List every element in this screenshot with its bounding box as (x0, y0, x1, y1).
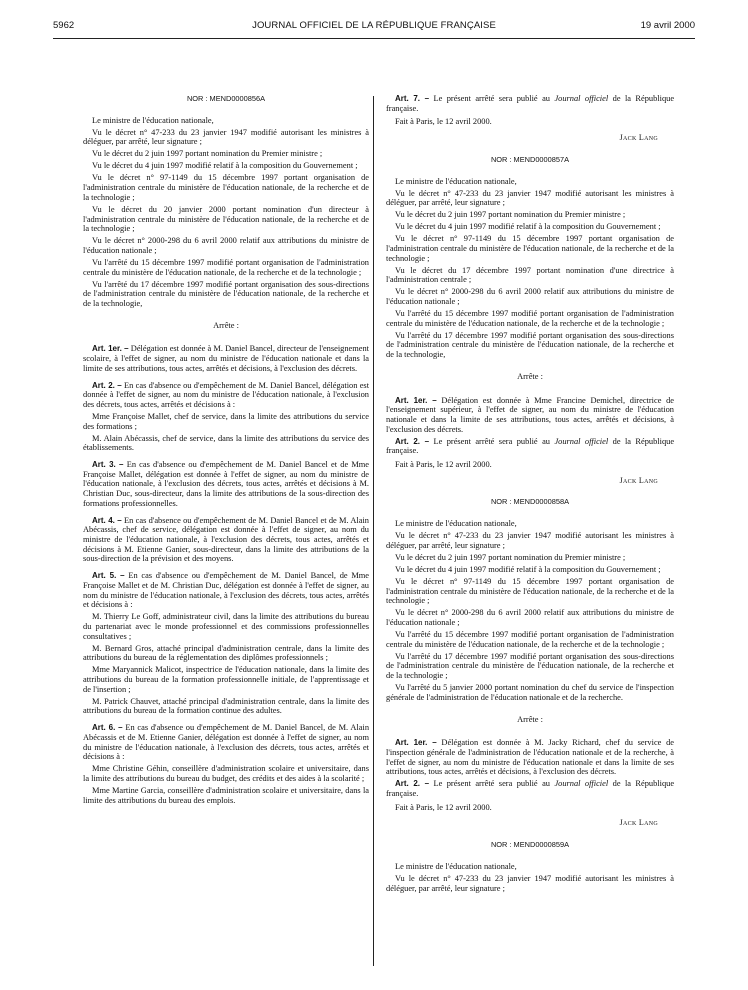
paragraph: Le ministre de l'éducation nationale, (92, 115, 214, 125)
signature-place-date: Fait à Paris, le 12 avril 2000. (395, 802, 492, 812)
journal-name: Journal officiel (554, 779, 609, 789)
paragraph: Mme Maryannick Malicot, inspectrice de l'éducation nationale, dans la limite des attributions du bureau de la formation professionnelle initiale, de l'apprentissage et de l'insertion ; (83, 665, 369, 694)
paragraph: Vu l'arrêté du 17 décembre 1997 modifié portant organisation des sous-directions de l'administration centrale du ministère de l'éducation nationale, de la recherche et de la technologie, (386, 330, 674, 360)
article-text: Délégation est donnée à Mme Francine Demichel, directrice de l'enseignement supérieur, à l'effet de signer, au nom du ministre de l'éducation nationale et dans la limite de ses attributions, tous actes, arrêtés et décisions, à l'exclusion des décrets. (386, 395, 675, 434)
nor-reference: NOR : MEND0000856A (186, 94, 266, 103)
nor-reference: NOR : MEND0000857A (490, 154, 570, 164)
paragraph: Vu l'arrêté du 15 décembre 1997 modifié portant organisation de l'administration centrale du ministère de l'éducation nationale, de la recherche et de la technologie ; (386, 629, 674, 649)
paragraph: Mme Françoise Mallet, chef de service, dans la limite des attributions du service des formations ; (83, 411, 369, 431)
signature: Jack Lang (619, 475, 658, 485)
journal-name: Journal officiel (554, 94, 609, 103)
right-column (386, 94, 674, 896)
paragraph: Vu le décret n° 97-1149 du 15 décembre 1997 portant organisation de l'administration centrale du ministère de l'éducation nationale, de la recherche et de la technologie ; (386, 576, 674, 606)
paragraph: Vu l'arrêté du 5 janvier 2000 portant nomination du chef du service de l'inspection générale de l'administration de l'éducation nationale et de la recherche. (386, 683, 674, 702)
article-label: Art. 6. – (92, 723, 123, 733)
article-text: Le présent arrêté sera publié au (433, 779, 550, 789)
nor-reference: NOR : MEND0000858A (490, 497, 570, 507)
paragraph: Vu le décret n° 2000-298 du 6 avril 2000 relatif aux attributions du ministre de l'éducation nationale ; (83, 236, 369, 255)
article-text: Délégation est donnée à M. Daniel Bancel, directeur de l'enseignement scolaire, à l'effet de signer, au nom du ministre de l'éducation nationale et dans la limite de ses attributions, tous actes, arrêtés et décisions, à l'exclusion des décrets. (83, 344, 370, 373)
paragraph: Vu le décret n° 47-233 du 23 janvier 1947 modifié autorisant les ministres à déléguer, par arrêté, leur signature ; (386, 188, 674, 208)
article-text: de la République française. (386, 779, 675, 799)
article-label: Art. 1er. – (92, 344, 129, 354)
paragraph: Vu le décret n° 47-233 du 23 janvier 1947 modifié autorisant les ministres à déléguer, par arrêté, leur signature ; (386, 531, 674, 550)
signature: Jack Lang (619, 818, 658, 828)
article-label: Art. 5. – (92, 571, 125, 581)
nor-reference: NOR : MEND0000859A (490, 840, 570, 850)
running-header (53, 20, 695, 34)
article-text: de la République française. (386, 436, 675, 456)
article (83, 381, 369, 410)
article (386, 94, 674, 113)
paragraph: Vu l'arrêté du 15 décembre 1997 modifié portant organisation de l'administration centrale du ministère de l'éducation nationale, de la recherche et de la technologie ; (83, 257, 369, 277)
page-number: 5962 (53, 20, 75, 31)
paragraph: Le ministre de l'éducation nationale, (395, 861, 517, 871)
article-label: Art. 1er. – (395, 395, 437, 405)
left-column (83, 90, 369, 808)
paragraph: Vu le décret du 17 décembre 1997 portant nomination d'une directrice à l'administration centrale ; (386, 265, 674, 285)
paragraph: M. Patrick Chauvet, attaché principal d'administration centrale, dans la limite des attributions du bureau de la formation continue des adultes. (83, 696, 369, 716)
article (386, 437, 674, 456)
article (83, 516, 369, 565)
paragraph: Vu le décret n° 97-1149 du 15 décembre 1997 portant organisation de l'administration centrale du ministère de l'éducation nationale, de la recherche et de la technologie ; (386, 234, 674, 263)
column-divider (373, 96, 374, 966)
paragraph: Vu le décret n° 2000-298 du 6 avril 2000 relatif aux attributions du ministre de l'éducation nationale ; (386, 608, 674, 627)
article (83, 344, 369, 373)
paragraph: Mme Martine Garcia, conseillère d'administration scolaire et universitaire, dans la limite des attributions du bureau des emplois. (83, 785, 369, 805)
article-label: Art. 2. – (395, 779, 430, 789)
article (386, 396, 674, 435)
signature-place-date: Fait à Paris, le 12 avril 2000. (395, 117, 492, 127)
article-text: En cas d'absence ou d'empêchement de M. Daniel Bancel et de Mme Françoise Mallet, délégation est donnée à l'effet de signer, au nom du ministre de l'éducation nationale, à l'exclusion des décrets, tous actes, arrêtés et décisions à M. Christian Duc, sous-directeur, dans la limite des attributions de la sous-direction des formations professionnelles. (83, 460, 370, 508)
journal-title: JOURNAL OFFICIEL DE LA RÉPUBLIQUE FRANÇAISE (252, 20, 496, 31)
issue-date: 19 avril 2000 (640, 20, 695, 31)
arrete-heading: Arrête : (517, 371, 543, 381)
article-label: Art. 2. – (395, 436, 430, 446)
article-text: Le présent arrêté sera publié au (433, 436, 550, 446)
article-text: de la République française. (386, 94, 675, 113)
header-rule (53, 38, 695, 39)
arrete-heading: Arrête : (213, 320, 239, 330)
paragraph: M. Alain Abécassis, chef de service, dans la limite des attributions du service des établissements. (83, 433, 369, 453)
paragraph: M. Thierry Le Goff, administrateur civil, dans la limite des attributions du bureau du partenariat avec le monde professionnel et des commissions professionnelles consultatives ; (83, 612, 369, 641)
paragraph: Vu l'arrêté du 17 décembre 1997 modifié portant organisation des sous-directions de l'administration centrale du ministère de l'éducation nationale, de la recherche et de la technologie ; (386, 651, 674, 681)
paragraph: Vu le décret du 2 juin 1997 portant nomination du Premier ministre ; (395, 552, 626, 562)
article (83, 460, 369, 509)
paragraph: Vu le décret du 20 janvier 2000 portant nomination d'un directeur à l'administration centrale du ministère de l'éducation nationale, de la recherche et de la technologie ; (83, 204, 369, 234)
article-label: Art. 1er. – (395, 738, 437, 748)
article-text: Délégation est donnée à M. Jacky Richard, chef du service de l'inspection générale de l'administration de l'éducation nationale et de la recherche, à l'effet de signer, au nom du ministre de l'éducation nationale et dans la limite de ses attributions, tous actes, arrêtés et décisions, à l'exclusion des décrets. (386, 738, 674, 777)
article-label: Art. 4. – (92, 515, 122, 525)
paragraph: Vu le décret n° 47-233 du 23 janvier 1947 modifié autorisant les ministres à déléguer, par arrêté, leur signature ; (83, 127, 369, 147)
signature-place-date: Fait à Paris, le 12 avril 2000. (395, 460, 492, 470)
article-label: Art. 3. – (92, 460, 124, 470)
paragraph: Vu le décret du 4 juin 1997 modifié relatif à la composition du Gouvernement ; (395, 222, 661, 232)
article-text: Le présent arrêté sera publié au (433, 94, 550, 103)
article-text: En cas d'absence ou d'empêchement de M. Daniel Bancel et de M. Alain Abécassis, chef de service, délégation est donnée à l'effet de signer, au nom du ministre de l'éducation nationale, à l'exclusion des décrets, tous actes, arrêtés et décisions à M. Etienne Ganier, sous-directeur, dans la limite des attributions de la sous-direction de la prévision et des moyens. (83, 515, 369, 564)
arrete-heading: Arrête : (517, 714, 543, 724)
paragraph: Vu le décret du 2 juin 1997 portant nomination du Premier ministre ; (92, 149, 323, 159)
article (83, 571, 369, 610)
signature: Jack Lang (619, 133, 658, 143)
article-label: Art. 2. – (92, 380, 122, 390)
paragraph: Vu le décret n° 47-233 du 23 janvier 1947 modifié autorisant les ministres à déléguer, par arrêté, leur signature ; (386, 873, 674, 893)
paragraph: Vu l'arrêté du 15 décembre 1997 modifié portant organisation de l'administration centrale du ministère de l'éducation nationale, de la recherche et de la technologie ; (386, 309, 674, 328)
journal-name: Journal officiel (554, 436, 609, 446)
paragraph: Vu le décret n° 97-1149 du 15 décembre 1997 portant organisation de l'administration centrale du ministère de l'éducation nationale, de la recherche et de la technologie ; (83, 173, 369, 202)
article (386, 779, 674, 798)
paragraph: Vu le décret du 4 juin 1997 modifié relatif à la composition du Gouvernement ; (395, 564, 661, 574)
paragraph: M. Bernard Gros, attaché principal d'administration centrale, dans la limite des attributions du bureau de la réglementation des diplômes professionnels ; (83, 643, 369, 663)
paragraph: Mme Christine Géhin, conseillère d'administration scolaire et universitaire, dans la limite des attributions du bureau du budget, des crédits et des aides à la scolarité ; (83, 764, 369, 783)
article (386, 738, 674, 777)
article (83, 723, 369, 762)
paragraph: Le ministre de l'éducation nationale, (395, 176, 517, 186)
article-text: En cas d'absence ou d'empêchement de M. Daniel Bancel, délégation est donnée à l'effet de signer, au nom du ministre de l'éducation nationale, à l'exclusion des décrets, tous actes, arrêtés et décisions à : (83, 380, 370, 409)
paragraph: Le ministre de l'éducation nationale, (395, 519, 517, 529)
article-text: En cas d'absence ou d'empêchement de M. Daniel Bancel, de Mme Françoise Mallet et de M. Christian Duc, délégation est donnée à l'effet de signer, au nom du ministre de l'éducation nationale, à l'exclusion des décrets, tous actes, arrêtés et décisions à : (83, 571, 370, 610)
paragraph: Vu le décret du 2 juin 1997 portant nomination du Premier ministre ; (395, 210, 626, 220)
article-label: Art. 7. – (395, 94, 430, 103)
article-text: En cas d'absence ou d'empêchement de M. Daniel Bancel, de M. Alain Abécassis et de M. Etienne Ganier, délégation est donnée à l'effet de signer, au nom du ministre de l'éducation nationale, à l'exclusion des décrets, tous actes, arrêtés et décisions à : (83, 723, 370, 762)
paragraph: Vu le décret du 4 juin 1997 modifié relatif à la composition du Gouvernement ; (92, 161, 358, 171)
paragraph: Vu le décret n° 2000-298 du 6 avril 2000 relatif aux attributions du ministre de l'éducation nationale ; (386, 287, 674, 307)
paragraph: Vu l'arrêté du 17 décembre 1997 modifié portant organisation des sous-directions de l'administration centrale du ministère de l'éducation nationale, de la recherche et de la technologie, (83, 279, 369, 309)
